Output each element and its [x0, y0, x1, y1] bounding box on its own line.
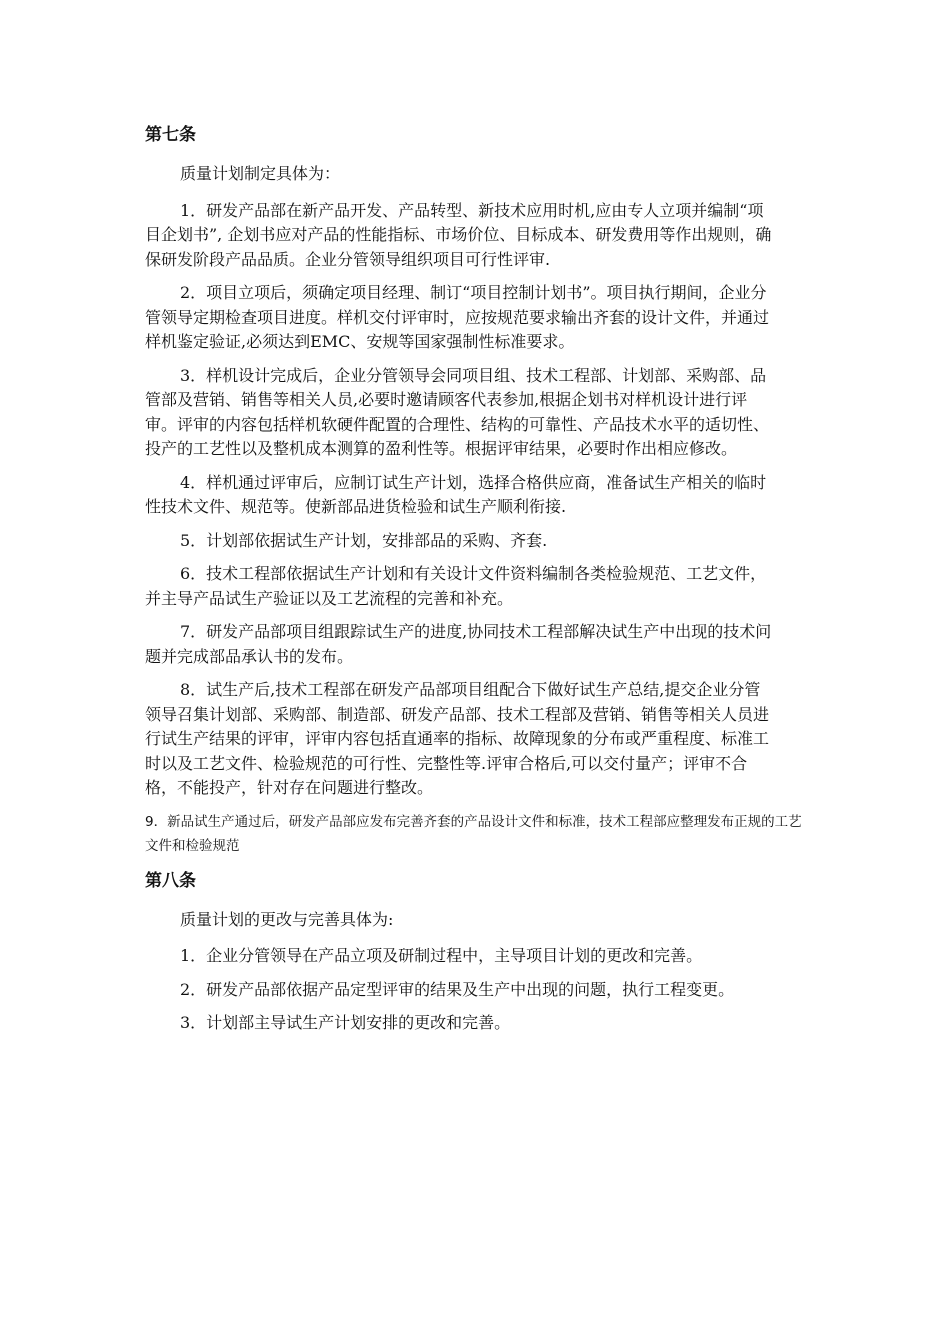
section-7-item-7: 7．研发产品部项目组跟踪试生产的进度,协同技术工程部解决试生产中出现的技术问题并完成部品承认书的发布。	[145, 622, 772, 666]
section-8-item-3: 3．计划部主导试生产计划安排的更改和完善。	[180, 1013, 511, 1032]
section-7-item-8: 8．试生产后,技术工程部在研发产品部项目组配合下做好试生产总结,提交企业分管领导召集计划部、采购部、制造部、研发产品部、技术工程部及营销、销售等相关人员进行试生产结果的评审，评审内容包括直通率的指标、故障现象的分布或严重程度、标准工时以及工艺文件、检验规范的可行性、完整性等.评审合格后,可以交付量产；评审不合格，不能投产，针对存在问题进行整改。	[145, 680, 770, 797]
section-8-item-2: 2．研发产品部依据产品定型评审的结果及生产中出现的问题，执行工程变更。	[180, 979, 735, 999]
section-7-intro: 质量计划制定具体为：	[180, 164, 341, 183]
section-8-intro: 质量计划的更改与完善具体为:	[180, 909, 394, 929]
section-7-item-9: 9．新品试生产通过后，研发产品部应发布完善齐套的产品设计文件和标准，技术工程部应整理发布正规的工艺文件和检验规范	[145, 813, 802, 854]
section-7-heading: 第七条	[145, 125, 196, 145]
document-page	[145, 122, 810, 1045]
section-8-heading: 第八条	[145, 870, 196, 891]
section-7-item-4: 4．样机通过评审后，应制订试生产计划，选择合格供应商，准备试生产相关的临时性技术文件、规范等。使新部品进货检验和试生产顺利衔接.	[145, 472, 767, 516]
section-7-item-1: 1．研发产品部在新产品开发、产品转型、新技术应用时机,应由专人立项并编制“项目企划书”, 企划书应对产品的性能指标、市场价位、目标成本、研发费用等作出规则，确保研发阶段产品品质。企业分管领导组织项目可行性评审.	[145, 200, 772, 269]
section-7-item-6: 6．技术工程部依据试生产计划和有关设计文件资料编制各类检验规范、工艺文件，并主导产品试生产验证以及工艺流程的完善和补充。	[145, 564, 767, 608]
section-7-item-2: 2．项目立项后，须确定项目经理、制订“项目控制计划书”。项目执行期间，企业分管领导定期检查项目进度。样机交付评审时，应按规范要求输出齐套的设计文件，并通过样机鉴定验证,必须达到EMC、安规等国家强制性标准要求。	[145, 283, 770, 351]
section-7-item-5: 5．计划部依据试生产计划，安排部品的采购、齐套.	[180, 530, 548, 550]
section-7-item-3: 3．样机设计完成后，企业分管领导会同项目组、技术工程部、计划部、采购部、品管部及营销、销售等相关人员,必要时邀请顾客代表参加,根据企划书对样机设计进行评审。评审的内容包括样机软硬件配置的合理性、结构的可靠性、产品技术水平的适切性、投产的工艺性以及整机成本测算的盈利性等。根据评审结果，必要时作出相应修改。	[145, 365, 770, 458]
section-8-item-1: 1．企业分管领导在产品立项及研制过程中，主导项目计划的更改和完善。	[180, 946, 703, 965]
